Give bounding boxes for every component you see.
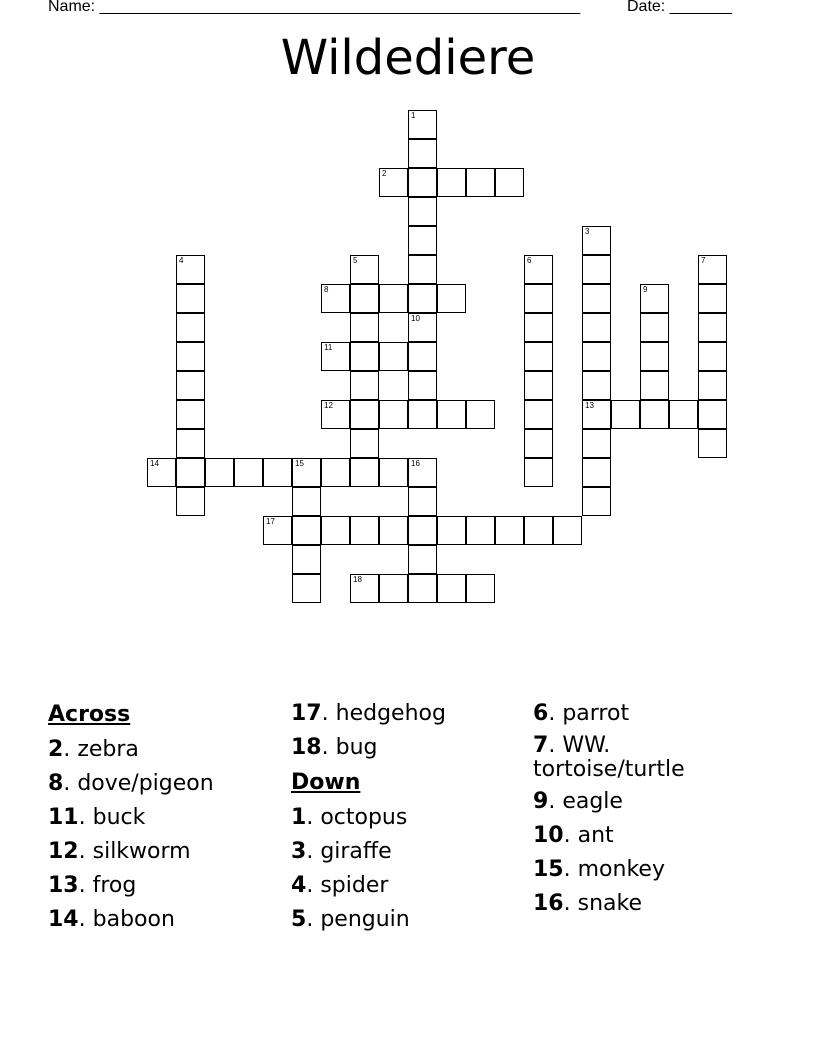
grid-cell[interactable] [466,400,495,429]
grid-cell[interactable] [582,313,611,342]
clue-number: 5 [291,907,307,932]
cell-number: 17 [266,517,275,526]
grid-cell[interactable] [176,371,205,400]
clue-column-2 [291,700,446,940]
grid-cell[interactable] [698,255,727,284]
cell-number: 8 [324,285,329,294]
grid-cell[interactable] [292,458,321,487]
clue-text: baboon [92,907,175,932]
grid-cell[interactable] [350,313,379,342]
grid-cell[interactable] [408,371,437,400]
grid-cell[interactable] [321,400,350,429]
clue-number: 7 [533,733,549,758]
cell-number: 11 [324,343,333,352]
clue-item: 13. frog [48,873,137,898]
grid-cell[interactable] [350,371,379,400]
grid-cell[interactable] [408,197,437,226]
grid-cell[interactable] [466,168,495,197]
grid-cell[interactable] [524,342,553,371]
clue-number: 4 [291,873,307,898]
clue-number: 6 [533,701,549,726]
cell-number: 6 [527,256,532,265]
grid-cell[interactable] [524,429,553,458]
clue-number: 2 [48,737,64,762]
grid-cell[interactable] [495,168,524,197]
grid-cell[interactable] [582,400,611,429]
clue-item: 10. ant [533,823,614,848]
grid-cell[interactable] [408,168,437,197]
grid-cell[interactable] [263,458,292,487]
grid-cell[interactable] [292,516,321,545]
down-heading: Down [291,770,361,795]
clue-number: 17 [291,701,322,726]
grid-cell[interactable] [350,255,379,284]
clue-item: 11. buck [48,805,146,830]
grid-cell[interactable] [582,487,611,516]
grid-cell[interactable] [321,342,350,371]
clue-item: 12. silkworm [48,839,191,864]
cell-number: 15 [295,459,304,468]
clue-text: ant [577,823,614,848]
grid-cell[interactable] [582,226,611,255]
grid-cell[interactable] [292,487,321,516]
clue-item: 18. bug [291,735,378,760]
grid-cell[interactable] [669,400,698,429]
grid-cell[interactable] [350,429,379,458]
grid-cell[interactable] [524,371,553,400]
clue-item: 16. snake [533,891,643,916]
clue-item: 2. zebra [48,737,139,762]
across-heading: Across [48,702,131,727]
cell-number: 9 [643,285,648,294]
grid-cell[interactable] [292,574,321,603]
grid-cell[interactable] [466,516,495,545]
grid-cell[interactable] [553,516,582,545]
clue-text: bug [335,735,378,760]
grid-cell[interactable] [350,284,379,313]
grid-cell[interactable] [321,284,350,313]
grid-cell[interactable] [147,458,176,487]
cell-number: 14 [150,459,159,468]
clue-text: eagle [562,789,623,814]
grid-cell[interactable] [524,255,553,284]
cell-number: 1 [411,111,416,120]
grid-cell[interactable] [321,516,350,545]
grid-cell[interactable] [437,284,466,313]
clue-item: 3. giraffe [291,839,392,864]
grid-cell[interactable] [408,226,437,255]
grid-cell[interactable] [698,284,727,313]
grid-cell[interactable] [640,400,669,429]
clue-number: 14 [48,907,79,932]
cell-number: 2 [382,169,387,178]
grid-cell[interactable] [408,574,437,603]
clue-number: 8 [48,771,64,796]
cell-number: 4 [179,256,184,265]
cell-number: 7 [701,256,706,265]
puzzle-title: Wildediere [280,30,536,86]
grid-cell[interactable] [698,371,727,400]
clue-item: 15. monkey [533,857,665,882]
grid-cell[interactable] [408,284,437,313]
grid-cell[interactable] [698,342,727,371]
grid-cell[interactable] [640,313,669,342]
grid-cell[interactable] [524,400,553,429]
clue-column-3 [533,700,733,924]
grid-cell[interactable] [176,400,205,429]
grid-cell[interactable] [350,516,379,545]
grid-cell[interactable] [640,371,669,400]
cell-number: 13 [585,401,594,410]
clue-text: giraffe [320,839,392,864]
grid-cell[interactable] [321,458,350,487]
grid-cell[interactable] [698,429,727,458]
clue-item: 1. octopus [291,805,408,830]
clue-number: 12 [48,839,79,864]
grid-cell[interactable] [176,429,205,458]
clue-column-1 [48,700,214,940]
clue-number: 9 [533,789,549,814]
clue-text: zebra [77,737,139,762]
grid-cell[interactable] [524,313,553,342]
grid-cell[interactable] [408,545,437,574]
clue-item: 9. eagle [533,789,623,814]
grid-cell[interactable] [350,458,379,487]
grid-cell[interactable] [379,342,408,371]
grid-cell[interactable] [437,168,466,197]
grid-cell[interactable] [408,458,437,487]
cell-number: 3 [585,227,590,236]
grid-cell[interactable] [582,284,611,313]
grid-cell[interactable] [176,284,205,313]
grid-cell[interactable] [408,342,437,371]
cell-number: 12 [324,401,333,410]
grid-cell[interactable] [408,516,437,545]
grid-cell[interactable] [379,400,408,429]
grid-cell[interactable] [582,458,611,487]
grid-cell[interactable] [379,516,408,545]
name-field-label: Name: ______________________________________________________ [48,0,581,15]
grid-cell[interactable] [176,342,205,371]
grid-cell[interactable] [408,255,437,284]
grid-cell[interactable] [263,516,292,545]
clue-text: hedgehog [335,701,446,726]
grid-cell[interactable] [234,458,263,487]
clue-number: 13 [48,873,79,898]
grid-cell[interactable] [524,458,553,487]
clue-item: 5. penguin [291,907,410,932]
clue-text: octopus [320,805,408,830]
grid-cell[interactable] [698,400,727,429]
grid-cell[interactable] [379,284,408,313]
clue-number: 11 [48,805,79,830]
clue-item: 14. baboon [48,907,175,932]
clue-number: 18 [291,735,322,760]
grid-cell[interactable] [582,429,611,458]
clue-text: penguin [320,907,410,932]
clue-text: frog [92,873,137,898]
grid-cell[interactable] [640,342,669,371]
grid-cell[interactable] [640,284,669,313]
clue-number: 3 [291,839,307,864]
grid-cell[interactable] [176,487,205,516]
grid-cell[interactable] [379,458,408,487]
clue-number: 1 [291,805,307,830]
clue-number: 16 [533,891,564,916]
grid-cell[interactable] [408,313,437,342]
cell-number: 18 [353,575,362,584]
grid-cell[interactable] [176,313,205,342]
grid-cell[interactable] [698,313,727,342]
grid-cell[interactable] [437,574,466,603]
grid-cell[interactable] [582,371,611,400]
grid-cell[interactable] [350,342,379,371]
grid-cell[interactable] [176,255,205,284]
grid-cell[interactable] [350,574,379,603]
cell-number: 10 [411,314,420,323]
grid-cell[interactable] [582,342,611,371]
clue-text: silkworm [92,839,191,864]
grid-cell[interactable] [408,139,437,168]
grid-cell[interactable] [379,168,408,197]
grid-cell[interactable] [437,400,466,429]
grid-cell[interactable] [495,516,524,545]
clue-item: 4. spider [291,873,389,898]
grid-cell[interactable] [582,255,611,284]
grid-cell[interactable] [408,110,437,139]
clue-text: snake [577,891,643,916]
clue-text: parrot [562,701,630,726]
clue-item: 17. hedgehog [291,701,446,726]
grid-cell[interactable] [524,284,553,313]
clue-text: buck [92,805,146,830]
clue-text: dove/pigeon [77,771,214,796]
clue-text: WW. tortoise/turtle [533,733,685,782]
grid-cell[interactable] [350,400,379,429]
cell-number: 5 [353,256,358,265]
clue-number: 10 [533,823,564,848]
grid-cell[interactable] [408,400,437,429]
grid-cell[interactable] [205,458,234,487]
grid-cell[interactable] [466,574,495,603]
cell-number: 16 [411,459,420,468]
grid-cell[interactable] [524,516,553,545]
clue-item: 8. dove/pigeon [48,771,214,796]
clue-item: 7. WW. tortoise/turtle [533,733,685,782]
clue-number: 15 [533,857,564,882]
grid-cell[interactable] [379,574,408,603]
date-field-label: Date: _______ [627,0,732,15]
grid-cell[interactable] [292,545,321,574]
grid-cell[interactable] [437,516,466,545]
clue-text: monkey [577,857,665,882]
grid-cell[interactable] [176,458,205,487]
clue-text: spider [320,873,389,898]
clue-item: 6. parrot [533,701,630,726]
grid-cell[interactable] [611,400,640,429]
grid-cell[interactable] [408,487,437,516]
